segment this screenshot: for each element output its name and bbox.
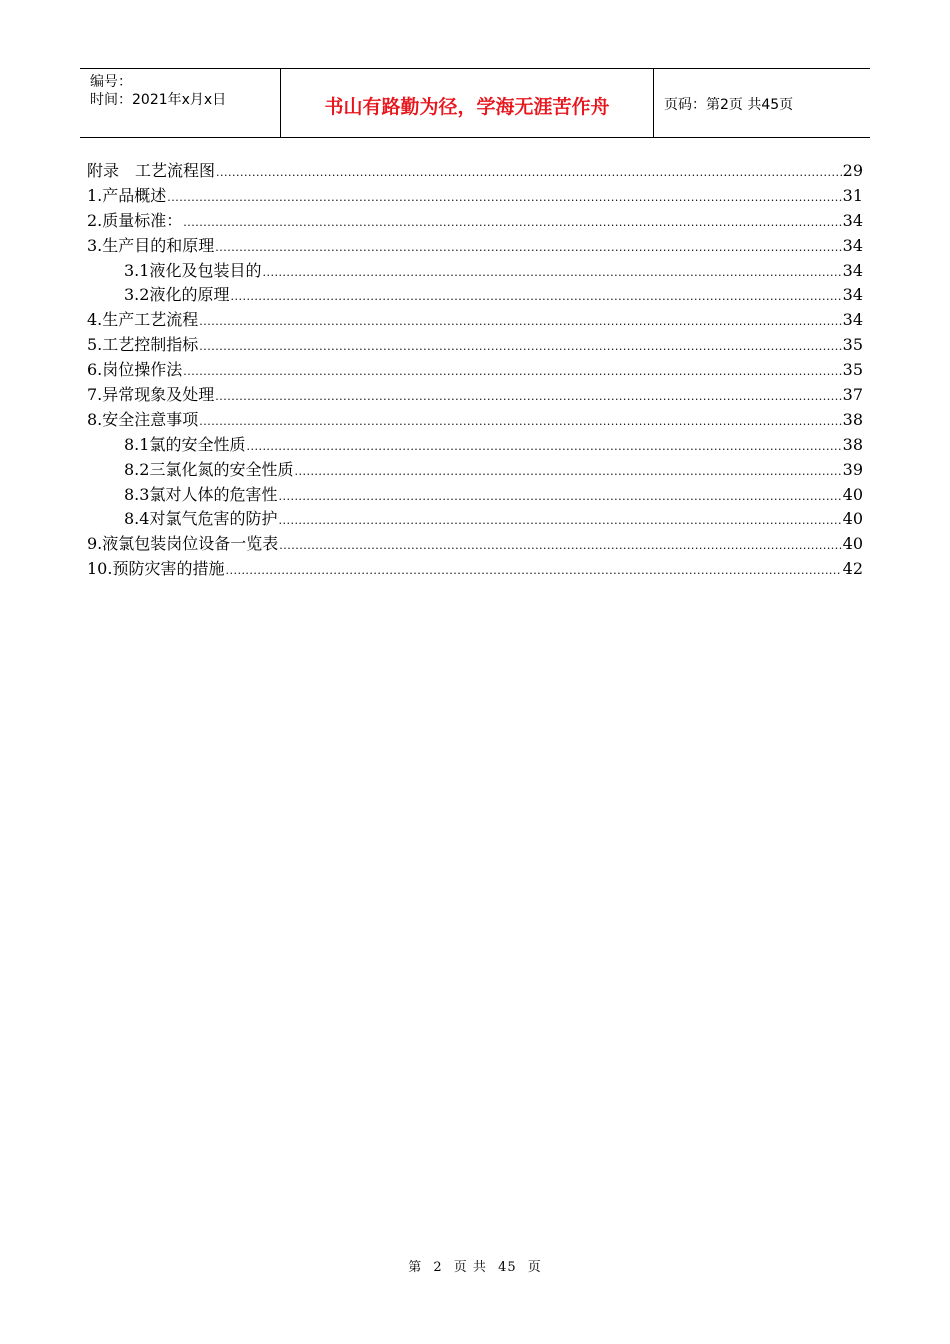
footer-prefix: 第 — [408, 1260, 423, 1275]
header-motto: 书山有路勤为径，学海无涯苦作舟 — [281, 69, 654, 137]
toc-entry[interactable] — [87, 458, 863, 483]
footer-suffix: 页 — [527, 1260, 542, 1275]
toc-entry-label: 8.安全注意事项 — [87, 409, 199, 429]
toc-entry-page: 40 — [842, 509, 863, 529]
toc-entry[interactable] — [87, 234, 863, 259]
toc-dot-leader — [278, 485, 841, 510]
toc-dot-leader — [199, 410, 841, 435]
toc-entry-page: 38 — [842, 409, 863, 429]
toc-dot-leader — [199, 335, 841, 360]
toc-entry-page: 31 — [842, 185, 863, 205]
table-of-contents — [87, 159, 863, 582]
toc-entry-page: 34 — [842, 260, 863, 280]
toc-entry[interactable] — [87, 333, 863, 358]
toc-entry[interactable] — [87, 259, 863, 284]
toc-entry[interactable] — [87, 209, 863, 234]
footer-current-page: 2 — [433, 1260, 443, 1275]
toc-dot-leader — [215, 385, 841, 410]
toc-entry[interactable] — [87, 308, 863, 333]
toc-dot-leader — [262, 261, 841, 286]
toc-dot-leader — [216, 161, 842, 186]
toc-entry[interactable] — [87, 483, 863, 508]
toc-dot-leader — [215, 236, 841, 261]
toc-entry-page: 34 — [842, 235, 863, 255]
toc-entry-label: 8.1氯的安全性质 — [124, 434, 246, 454]
header-page-label: 页码：第2页 共45页 — [664, 97, 794, 113]
toc-entry[interactable] — [87, 383, 863, 408]
toc-entry-page: 34 — [842, 310, 863, 330]
toc-entry-page: 34 — [842, 210, 863, 230]
toc-entry-label: 3.2液化的原理 — [124, 285, 230, 305]
toc-entry[interactable] — [87, 358, 863, 383]
toc-dot-leader — [167, 186, 841, 211]
toc-entry-page: 38 — [842, 434, 863, 454]
toc-dot-leader — [294, 460, 841, 485]
toc-entry-label: 6.岗位操作法 — [87, 360, 183, 380]
toc-entry-page: 29 — [842, 161, 863, 180]
toc-entry-page: 40 — [842, 484, 863, 504]
toc-entry[interactable] — [87, 507, 863, 532]
toc-entry-label: 2.质量标准： — [87, 210, 183, 230]
toc-entry-label: 7.异常现象及处理 — [87, 385, 215, 405]
toc-entry-label: 3.1液化及包装目的 — [124, 260, 262, 280]
toc-entry-label: 3.生产目的和原理 — [87, 235, 215, 255]
toc-entry-page: 37 — [842, 385, 863, 405]
toc-entry-label: 1.产品概述 — [87, 185, 167, 205]
toc-dot-leader — [279, 534, 841, 559]
toc-entry-page: 35 — [842, 360, 863, 380]
toc-entry[interactable] — [87, 184, 863, 209]
toc-entry-label: 10.预防灾害的措施 — [87, 559, 225, 579]
footer-middle: 页 共 — [453, 1260, 487, 1275]
toc-entry-label: 4.生产工艺流程 — [87, 310, 199, 330]
toc-dot-leader — [183, 211, 841, 236]
toc-dot-leader — [230, 285, 841, 310]
toc-entry[interactable] — [87, 433, 863, 458]
toc-entry-label: 8.3氯对人体的危害性 — [124, 484, 278, 504]
toc-entry-label: 9.液氯包装岗位设备一览表 — [87, 534, 279, 554]
document-time-label: 时间：2021年x月x日 — [90, 92, 227, 108]
toc-entry-label: 8.4对氯气危害的防护 — [124, 509, 278, 529]
toc-entry[interactable] — [87, 408, 863, 433]
toc-dot-leader — [225, 559, 841, 584]
toc-entry-page: 40 — [842, 534, 863, 554]
toc-dot-leader — [246, 435, 841, 460]
toc-entry-page: 42 — [842, 559, 863, 579]
toc-entry-label: 5.工艺控制指标 — [87, 335, 199, 355]
footer-total-pages: 45 — [498, 1260, 517, 1275]
document-id-label: 编号： — [90, 74, 132, 90]
toc-dot-leader — [199, 310, 841, 335]
toc-entry-label: 8.2三氯化氮的安全性质 — [124, 459, 294, 479]
toc-entry[interactable] — [87, 557, 863, 582]
toc-dot-leader — [183, 360, 841, 385]
toc-dot-leader — [278, 509, 841, 534]
toc-entry-page: 39 — [842, 459, 863, 479]
toc-entry-label: 附录 工艺流程图 — [87, 161, 216, 180]
toc-entry[interactable] — [87, 532, 863, 557]
toc-entry-page: 34 — [842, 285, 863, 305]
page-footer — [0, 1256, 950, 1275]
header-meta-cell — [80, 69, 281, 137]
page-header — [80, 68, 870, 138]
toc-entry[interactable] — [87, 283, 863, 308]
toc-entry-page: 35 — [842, 335, 863, 355]
toc-entry[interactable] — [87, 159, 863, 184]
